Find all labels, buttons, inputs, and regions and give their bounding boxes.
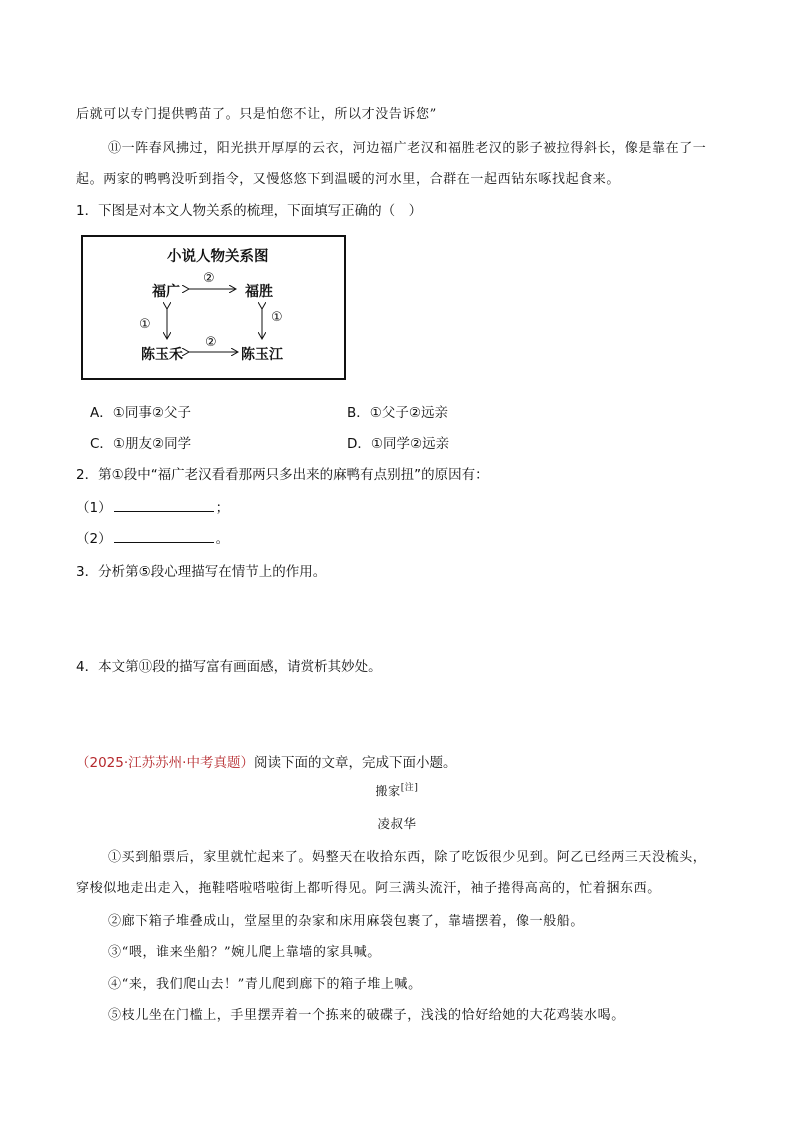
label-bottom: ② — [205, 335, 217, 350]
paragraph-11-line-2: 起。两家的鸭鸭没听到指令，又慢悠悠下到温暖的河水里，合群在一起西钻东啄找起食来。 — [76, 172, 621, 187]
node-chenyuhe: 陈玉禾 — [141, 347, 183, 363]
option-d[interactable]: D．①同学②远亲 — [347, 436, 450, 452]
article-title-row — [0, 780, 794, 799]
answer-2-blank[interactable] — [114, 530, 214, 543]
source-tag: （2025·江苏苏州·中考真题） — [76, 755, 254, 771]
paragraph-3: ③“喂，谁来坐船？”婉儿爬上靠墙的家具喊。 — [108, 945, 381, 960]
reading-instruction: 阅读下面的文章，完成下面小题。 — [253, 755, 457, 771]
option-a[interactable]: A．①同事②父子 — [90, 405, 191, 421]
answer-2-label: （2） — [76, 531, 112, 547]
node-fuguang: 福广 — [152, 284, 180, 300]
paragraph-11-line-1: ⑪一阵春风拂过，阳光拱开厚厚的云衣，河边福广老汉和福胜老汉的影子被拉得斜长，像是靠在了一 — [108, 141, 707, 156]
character-relationship-diagram — [81, 235, 346, 380]
passage-2-header — [76, 751, 456, 771]
answer-1-blank[interactable] — [114, 499, 214, 512]
option-c[interactable]: C．①朋友②同学 — [90, 436, 192, 452]
question-1-stem: 1．下图是对本文人物关系的梳理，下面填写正确的（ ） — [76, 203, 423, 219]
paragraph-4: ④“来，我们爬山去！”青儿爬到廊下的箱子堆上喊。 — [108, 977, 422, 992]
node-chenyujiang: 陈玉江 — [241, 347, 283, 363]
node-fusheng: 福胜 — [245, 284, 273, 300]
option-b[interactable]: B．①父子②远亲 — [347, 405, 448, 421]
article-title: 搬家 — [375, 784, 401, 798]
paragraph-1-line-2: 穿梭似地走出走入，拖鞋嗒啦嗒啦街上都听得见。阿三满头流汗，袖子捲得高高的，忙着捆东西。 — [76, 881, 661, 896]
answer-2-end: 。 — [215, 531, 230, 547]
article-author: 凌叔华 — [377, 816, 417, 831]
passage-line: 后就可以专门提供鸭苗了。只是怕您不让，所以才没告诉您” — [76, 107, 437, 122]
question-2-stem: 2．第①段中“福广老汉看看那两只多出来的麻鸭有点别扭”的原因有： — [76, 467, 489, 483]
label-left: ① — [139, 317, 151, 332]
answer-1-end: ； — [215, 500, 230, 516]
question-4-stem: 4．本文第⑪段的描写富有画面感，请赏析其妙处。 — [76, 659, 382, 675]
question-2-answer-2 — [76, 527, 229, 547]
question-2-answer-1 — [76, 496, 229, 516]
label-right: ① — [271, 310, 283, 325]
diagram-title: 小说人物关系图 — [167, 248, 269, 265]
label-top: ② — [203, 271, 215, 286]
paragraph-5: ⑤枝儿坐在门槛上，手里摆弄着一个拣来的破碟子，浅浅的恰好给她的大花鸡装水喝。 — [108, 1008, 625, 1023]
question-3-stem: 3．分析第⑤段心理描写在情节上的作用。 — [76, 564, 327, 580]
answer-1-label: （1） — [76, 500, 112, 516]
paragraph-2: ②廊下箱子堆叠成山，堂屋里的杂家和床用麻袋包裹了，靠墙摆着，像一般船。 — [108, 914, 585, 929]
paragraph-1-line-1: ①买到船票后，家里就忙起来了。妈整天在收拾东西，除了吃饭很少见到。阿乙已经两三天没梳头， — [108, 850, 707, 865]
title-note: [注] — [400, 783, 419, 793]
